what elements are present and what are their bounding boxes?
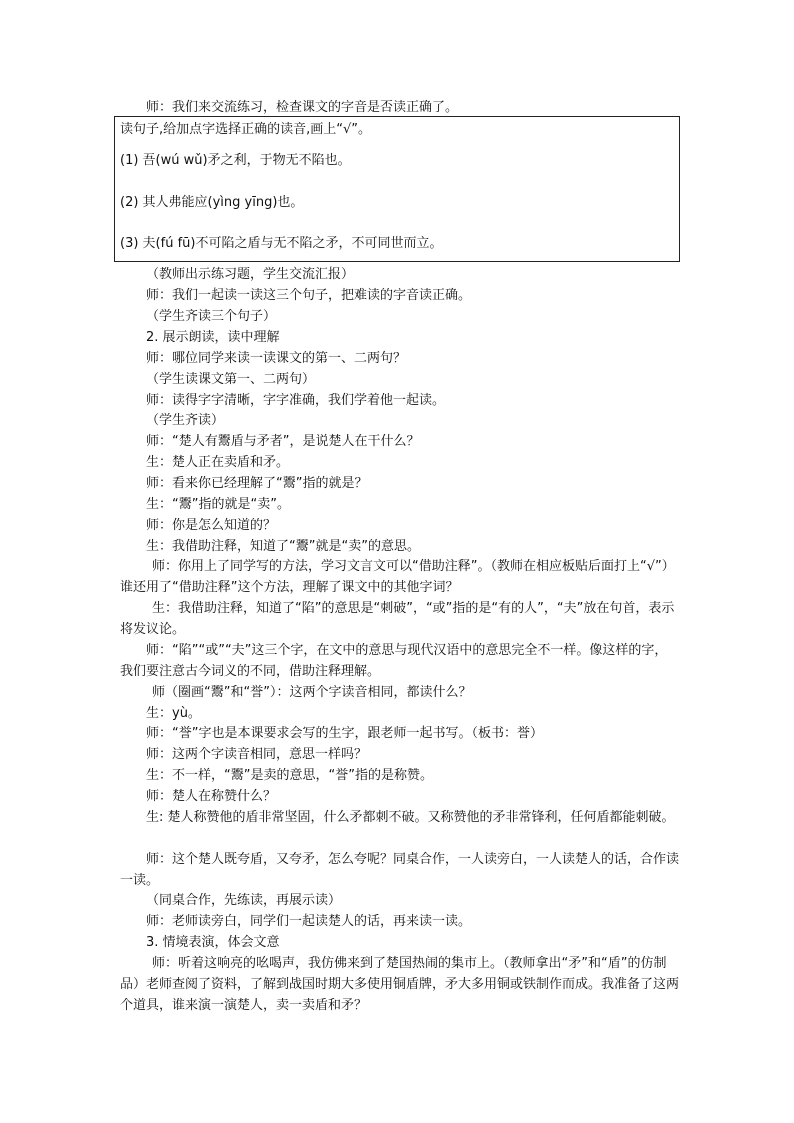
exercise-item-3: (3) 夫(fú fū)不可陷之盾与无不陷之矛，不可同世而立。 <box>120 236 443 251</box>
paragraph-18: 师（圈画“鬻”和“誉”）：这两个字读音相同，都读什么？ <box>152 685 472 700</box>
paragraph-7: 师：读得字字清晰，字字准确，我们学着他一起读。 <box>146 393 446 408</box>
paragraph-6: （学生读课文第一、二两句） <box>146 372 316 387</box>
paragraph-9: 师：“楚人有鬻盾与矛者”，是说楚人在干什么？ <box>146 434 420 449</box>
exercise-instruction: 读句子,给加点字选择正确的读音,画上“√”。 <box>120 122 372 137</box>
paragraph-27: 师：老师读旁白，同学们一起读楚人的话，再来读一读。 <box>146 914 472 929</box>
section-heading-2: 2. 展示朗读，读中理解 <box>146 330 280 345</box>
paragraph-2: 师：我们一起读一读这三个句子，把难读的字音读正确。 <box>146 288 472 303</box>
paragraph-1: （教师出示练习题，学生交流汇报） <box>146 267 355 282</box>
paragraph-12: 生：“鬻”指的就是“卖”。 <box>146 497 290 512</box>
paragraph-11: 师：看来你已经理解了“鬻”指的就是？ <box>146 476 368 491</box>
intro-line: 师：我们来交流练习，检查课文的字音是否读正确了。 <box>146 100 459 115</box>
paragraph-17: 师：“陷”“或”“夫”这三个字，在文中的意思与现代汉语中的意思完全不一样。像这样的字，我们要注意古今词义的不同，借助注释理解。 <box>120 643 668 679</box>
paragraph-22: 生：不一样，“鬻”是卖的意思，“誉”指的是称赞。 <box>146 768 433 783</box>
paragraph-19: 生：yù。 <box>146 706 201 721</box>
paragraph-5: 师：哪位同学来读一读课文的第一、二两句？ <box>146 351 407 366</box>
exercise-box <box>114 116 680 262</box>
paragraph-15: 师：你用上了同学写的方法，学习文言文可以“借助注释”。（教师在相应板贴后面打上“√”）谁还用了“借助注释”这个方法，理解了课文中的其他字词？ <box>120 559 675 595</box>
exercise-item-1: (1) 吾(wú wǔ)矛之利，于物无不陷也。 <box>120 153 351 168</box>
paragraph-14: 生：我借助注释，知道了“鬻”就是“卖”的意思。 <box>146 539 420 554</box>
paragraph-25: 师：这个楚人既夸盾，又夸矛，怎么夸呢？同桌合作，一人读旁白，一人读楚人的话，合作读一读。 <box>120 852 680 888</box>
paragraph-16: 生：我借助注释，知道了“陷”的意思是“刺破”，“或”指的是“有的人”，“夫”放在句首，表示将发议论。 <box>120 601 675 637</box>
paragraph-21: 师：这两个字读音相同，意思一样吗？ <box>146 747 368 762</box>
exercise-item-2: (2) 其人弗能应(yìng yīng)也。 <box>120 195 304 210</box>
paragraph-3: （学生齐读三个句子） <box>146 309 277 324</box>
paragraph-13: 师：你是怎么知道的？ <box>146 518 277 533</box>
paragraph-29: 师：听着这响亮的吆喝声，我仿佛来到了楚国热闹的集市上。（教师拿出“矛”和“盾”的仿制品）老师查阅了资料，了解到战国时期大多使用铜盾牌，矛大多用铜或铁制作而成。我准备了这两个道具，谁来演一演楚人，卖一卖盾和矛？ <box>120 956 680 1013</box>
paragraph-8: （学生齐读） <box>146 413 225 428</box>
paragraph-24: 生: 楚人称赞他的盾非常坚固，什么矛都刺不破。又称赞他的矛非常锋利，任何盾都能刺破。 <box>146 810 675 825</box>
paragraph-26: （同桌合作，先练读，再展示读） <box>146 893 342 908</box>
paragraph-10: 生：楚人正在卖盾和矛。 <box>146 455 290 470</box>
section-heading-3: 3. 情境表演，体会文意 <box>146 935 280 950</box>
paragraph-23: 师：楚人在称赞什么？ <box>146 789 277 804</box>
paragraph-20: 师：“誉”字也是本课要求会写的生字，跟老师一起书写。（板书：誉） <box>146 726 543 741</box>
